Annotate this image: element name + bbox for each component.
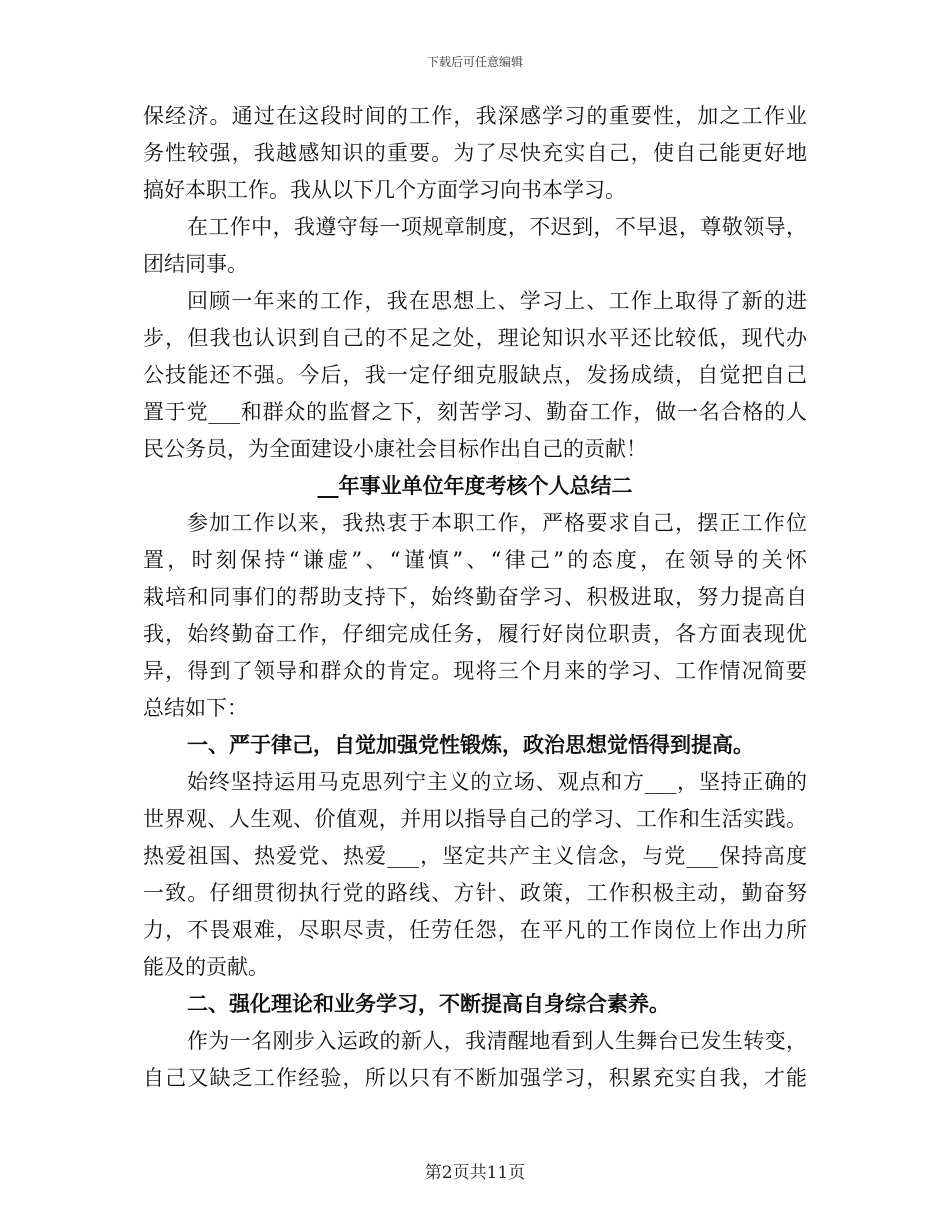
text-line: 步，但我也认识到自己的不足之处，理论知识水平还比较低，现代办 — [143, 326, 807, 350]
text-line: 热爱祖国、热爱党、热爱___，坚定共产主义信念，与党___保持高度 — [143, 844, 807, 868]
text-line: 回顾一年来的工作，我在思想上、学习上、工作上取得了新的进 — [187, 289, 807, 313]
text-line: 务性较强，我越感知识的重要。为了尽快充实自己，使自己能更好地 — [143, 141, 807, 165]
text-line: 总结如下： — [143, 696, 248, 720]
text-line: 我，始终勤奋工作，仔细完成任务，履行好岗位职责，各方面表现优 — [143, 622, 807, 646]
page-header-note: 下载后可任意编辑 — [426, 55, 523, 69]
text-line: 保经济。通过在这段时间的工作，我深感学习的重要性，加之工作业 — [143, 104, 807, 128]
document-body — [143, 104, 807, 1103]
text-line: 始终坚持运用马克思列宁主义的立场、观点和方___，坚持正确的 — [187, 770, 807, 794]
text-line: 公技能还不强。今后，我一定仔细克服缺点，发扬成绩，自觉把自己 — [143, 363, 807, 387]
section-title: __年事业单位年度考核个人总结二 — [317, 473, 633, 498]
text-line: 一致。仔细贯彻执行党的路线、方针、政策，工作积极主动，勤奋努 — [143, 881, 807, 905]
text-line: 置，时刻保持“谦虚”、“谨慎”、“律己”的态度，在领导的关怀 — [143, 548, 807, 572]
text-line: 在工作中，我遵守每一项规章制度，不迟到，不早退，尊敬领导， — [187, 215, 807, 239]
text-line: 异，得到了领导和群众的肯定。现将三个月来的学习、工作情况简要 — [143, 659, 807, 683]
page-number: 第2页共11页 — [424, 1163, 526, 1183]
text-line: 能及的贡献。 — [143, 955, 269, 979]
text-line: 世界观、人生观、价值观，并用以指导自己的学习、工作和生活实践。 — [143, 807, 807, 831]
subheading: 二、强化理论和业务学习，不断提高自身综合素养。 — [187, 991, 670, 1016]
text-line: 参加工作以来，我热衷于本职工作，严格要求自己，摆正工作位 — [187, 511, 807, 535]
text-line: 民公务员，为全面建设小康社会目标作出自己的贡献！ — [143, 437, 647, 461]
subheading: 一、严于律己，自觉加强党性锻炼，政治思想觉悟得到提高。 — [187, 732, 754, 757]
text-line: 栽培和同事们的帮助支持下，始终勤奋学习、积极进取，努力提高自 — [143, 585, 807, 609]
text-line: 力，不畏艰难，尽职尽责，任劳任怨，在平凡的工作岗位上作出力所 — [143, 918, 807, 942]
text-line: 搞好本职工作。我从以下几个方面学习向书本学习。 — [143, 178, 626, 202]
text-line: 置于党___和群众的监督之下，刻苦学习、勤奋工作，做一名合格的人 — [143, 400, 807, 424]
text-line: 自己又缺乏工作经验，所以只有不断加强学习，积累充实自我，才能 — [143, 1066, 807, 1090]
text-line: 作为一名刚步入运政的新人，我清醒地看到人生舞台已发生转变， — [187, 1029, 807, 1053]
text-line: 团结同事。 — [143, 252, 248, 276]
